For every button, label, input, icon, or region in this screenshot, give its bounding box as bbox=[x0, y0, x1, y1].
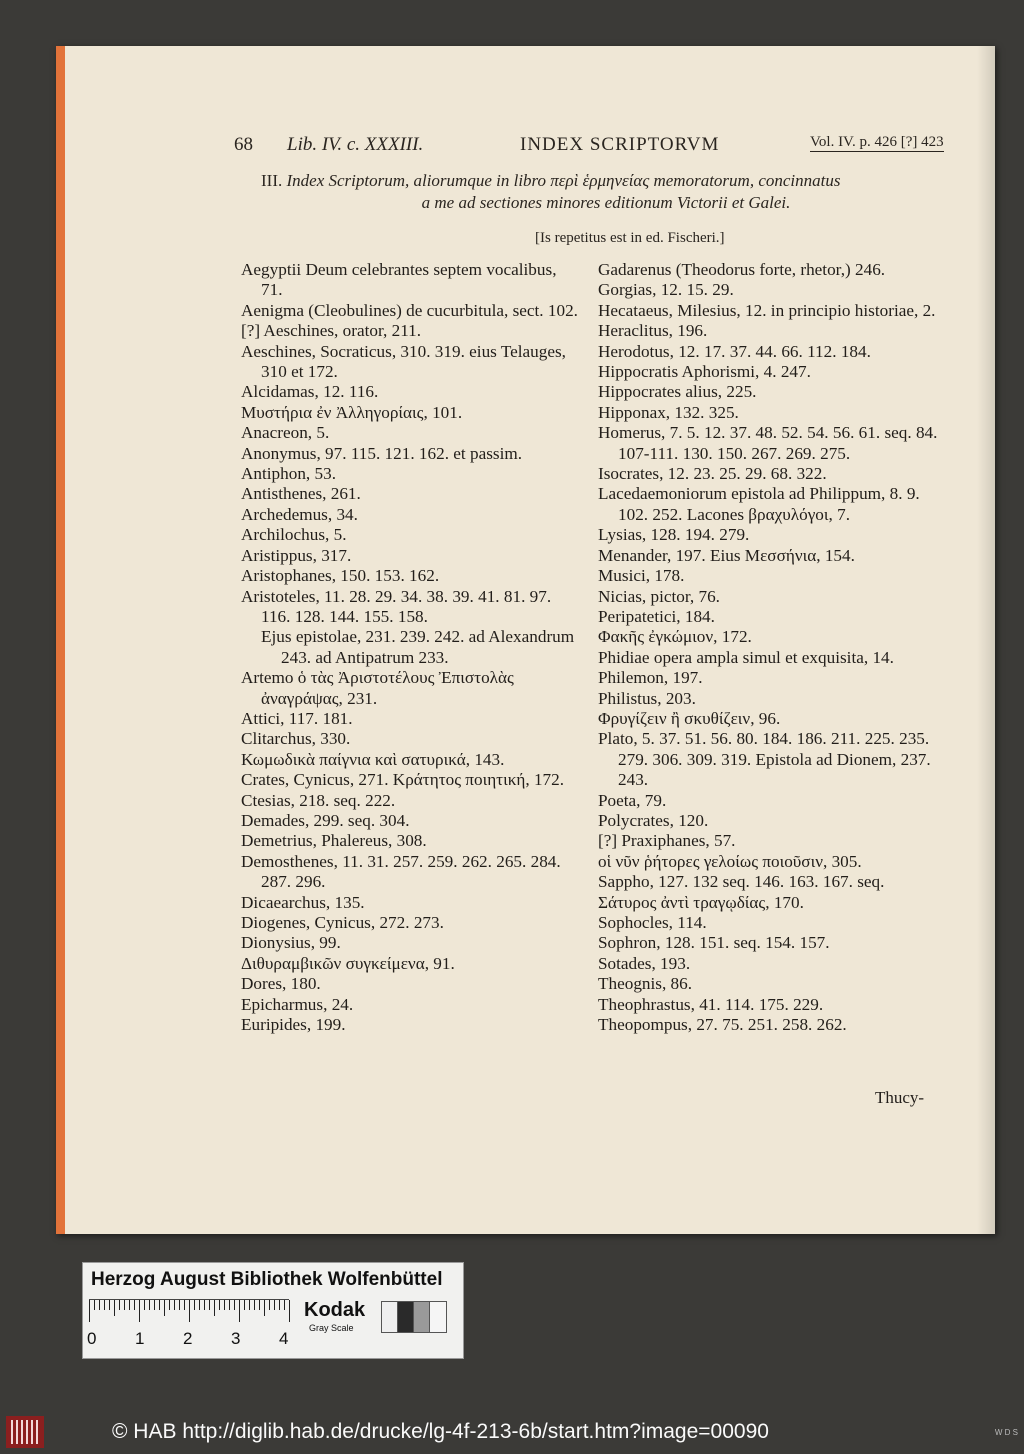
ruler-tick bbox=[244, 1300, 245, 1310]
index-entry: Theognis, 86. bbox=[598, 974, 693, 994]
index-entry: Μυστήρια ἐν Ἀλληγορίαις, 101. bbox=[241, 402, 463, 422]
index-entry: Anonymus, 97. 115. 121. 162. et passim. bbox=[241, 443, 523, 463]
ruler-tick bbox=[229, 1300, 230, 1310]
index-entry: Hippocrates alius, 225. bbox=[598, 382, 757, 402]
index-entry: Hecataeus, Milesius, 12. in principio historiae, 2. bbox=[598, 300, 936, 320]
index-entry: Artemo ὁ τὰς Ἀριστοτέλους Ἐπιστολὰς ἀναγράψας, 231. bbox=[241, 668, 514, 708]
index-entry: Demosthenes, 11. 31. 257. 259. 262. 265. 284. 287. 296. bbox=[241, 851, 561, 892]
ruler-number: 1 bbox=[135, 1329, 145, 1348]
index-entry: Demetrius, Phalereus, 308. bbox=[241, 831, 427, 851]
ruler-tick bbox=[99, 1300, 100, 1310]
index-entry: Φρυγίζειν ἢ σκυθίζειν, 96. bbox=[598, 708, 781, 728]
index-entry: Sappho, 127. 132 seq. 146. 163. 167. seq. bbox=[598, 872, 885, 892]
ruler-tick bbox=[119, 1300, 120, 1310]
index-entry: Philemon, 197. bbox=[598, 668, 703, 688]
index-entry: Sophron, 128. 151. seq. 154. 157. bbox=[598, 933, 830, 953]
index-entry: Polycrates, 120. bbox=[598, 810, 709, 830]
index-entry: Aenigma (Cleobulines) de cucurbitula, sect. 102. bbox=[241, 300, 578, 320]
ruler-tick bbox=[269, 1300, 270, 1310]
copyright-url[interactable]: © HAB http://diglib.hab.de/drucke/lg-4f-213-6b/start.htm?image=00090 bbox=[112, 1420, 769, 1443]
index-entry: Euripides, 199. bbox=[241, 1015, 346, 1035]
ruler-tick bbox=[279, 1300, 280, 1310]
index-entry: [?] Aeschines, orator, 211. bbox=[241, 321, 422, 341]
index-entry: Aristoteles, 11. 28. 29. 34. 38. 39. 41. 81. 97. 116. 128. 144. 155. 158. bbox=[241, 586, 552, 626]
library-name: Herzog August Bibliothek Wolfenbüttel bbox=[91, 1269, 443, 1290]
ruler-tick bbox=[114, 1300, 115, 1316]
index-entry: Διθυραμβικῶν συγκείμενα, 91. bbox=[241, 953, 455, 973]
ruler-tick bbox=[259, 1300, 260, 1310]
index-entry: Hippocratis Aphorismi, 4. 247. bbox=[598, 362, 811, 382]
index-entry: Ejus epistolae, 231. 239. 242. ad Alexandrum 243. ad Antipatrum 233. bbox=[261, 627, 575, 667]
ruler-tick bbox=[264, 1300, 265, 1316]
ruler-tick bbox=[184, 1300, 185, 1310]
corner-mark: W D S bbox=[994, 1428, 1018, 1437]
index-entry: Dionysius, 99. bbox=[241, 933, 341, 953]
index-entry: Clitarchus, 330. bbox=[241, 729, 351, 749]
book-reference: Lib. IV. c. XXXIII. bbox=[287, 134, 424, 155]
gray-swatch bbox=[429, 1301, 447, 1333]
index-entry: Sotades, 193. bbox=[598, 953, 691, 973]
footer-bar bbox=[0, 1414, 1024, 1454]
index-entry: Φακῆς ἐγκώμιον, 172. bbox=[598, 627, 752, 647]
index-entry: Peripatetici, 184. bbox=[598, 606, 715, 626]
ruler-tick bbox=[149, 1300, 150, 1310]
page-number: 68 bbox=[234, 134, 253, 155]
index-entry: Gadarenus (Theodorus forte, rhetor,) 246. bbox=[598, 260, 886, 279]
edition-note: [Is repetitus est in ed. Fischeri.] bbox=[535, 230, 725, 246]
section-title-line-2: a me ad sectiones minores editionum Victorii et Galei. bbox=[421, 193, 791, 212]
index-entry: Homerus, 7. 5. 12. 37. 48. 52. 54. 56. 61. seq. 84. 107-111. 130. 150. 267. 269. 275. bbox=[598, 423, 938, 463]
ruler-tick bbox=[104, 1300, 105, 1310]
index-entry: Attici, 117. 181. bbox=[241, 708, 353, 728]
index-entry: Heraclitus, 196. bbox=[598, 321, 708, 341]
ruler-tick bbox=[234, 1300, 235, 1310]
index-entry: Menander, 197. Eius Μεσσήνια, 154. bbox=[598, 545, 855, 565]
ruler-number: 4 bbox=[279, 1329, 289, 1348]
index-entry: Herodotus, 12. 17. 37. 44. 66. 112. 184. bbox=[598, 341, 871, 361]
index-entry: Nicias, pictor, 76. bbox=[598, 586, 720, 606]
index-entry: Diogenes, Cynicus, 272. 273. bbox=[241, 913, 444, 932]
ruler-tick bbox=[109, 1300, 110, 1310]
section-number: III. bbox=[261, 171, 283, 190]
index-entry: Lacedaemoniorum epistola ad Philippum, 8. 9. 102. 252. Lacones βραχυλόγοι, 7. bbox=[598, 484, 920, 524]
ruler-tick bbox=[139, 1300, 140, 1322]
index-entry: Anacreon, 5. bbox=[241, 423, 330, 443]
ruler-tick bbox=[274, 1300, 275, 1310]
ruler-tick bbox=[134, 1300, 135, 1310]
ruler-tick bbox=[89, 1300, 90, 1322]
kodak-logo: Kodak bbox=[304, 1299, 366, 1321]
index-entry: Dicaearchus, 135. bbox=[241, 892, 365, 912]
ruler-tick bbox=[154, 1300, 155, 1310]
index-entry: Aristippus, 317. bbox=[241, 545, 352, 565]
running-header bbox=[65, 134, 995, 164]
section-title-line-1: Index Scriptorum, aliorumque in libro περὶ ἑρμηνείας memoratorum, concinnatus bbox=[286, 171, 841, 190]
ruler-number: 2 bbox=[183, 1329, 193, 1348]
index-column-right bbox=[598, 260, 948, 1035]
index-entry: Hipponax, 132. 325. bbox=[598, 402, 739, 422]
ruler-tick bbox=[159, 1300, 160, 1310]
index-entry: Phidiae opera ampla simul et exquisita, 14. bbox=[598, 647, 894, 667]
index-entry: Archilochus, 5. bbox=[241, 525, 347, 545]
index-column-left bbox=[241, 260, 581, 1035]
index-entry: Philistus, 203. bbox=[598, 688, 696, 708]
index-entry: Musici, 178. bbox=[598, 566, 685, 586]
index-entry: Alcidamas, 12. 116. bbox=[241, 382, 379, 402]
ruler-tick bbox=[209, 1300, 210, 1310]
ruler-tick bbox=[129, 1300, 130, 1310]
index-entry: Κωμωδικὰ παίγνια καὶ σατυρικά, 143. bbox=[241, 749, 505, 769]
ruler-tick bbox=[224, 1300, 225, 1310]
ruler-tick bbox=[144, 1300, 145, 1310]
index-entry: Theopompus, 27. 75. 251. 258. 262. bbox=[598, 1015, 847, 1035]
book-page bbox=[56, 46, 995, 1234]
ruler-tick bbox=[164, 1300, 165, 1316]
index-entry: Dores, 180. bbox=[241, 974, 321, 994]
index-entry: Antisthenes, 261. bbox=[241, 484, 361, 504]
ruler-tick bbox=[94, 1300, 95, 1310]
ruler-tick bbox=[204, 1300, 205, 1310]
index-entry: Isocrates, 12. 23. 25. 29. 68. 322. bbox=[598, 464, 827, 484]
index-entry: Σάτυρος ἀντὶ τραγῳδίας, 170. bbox=[598, 892, 804, 912]
index-entry: Crates, Cynicus, 271. Κράτητος ποιητική, 172. bbox=[241, 770, 565, 790]
index-entry: Antiphon, 53. bbox=[241, 464, 337, 484]
running-title: INDEX SCRIPTORVM bbox=[520, 134, 720, 155]
index-entry: Theophrastus, 41. 114. 175. 229. bbox=[598, 994, 824, 1014]
ruler-tick bbox=[254, 1300, 255, 1310]
ruler-tick bbox=[199, 1300, 200, 1310]
volume-reference: Vol. IV. p. 426 [?] 423 bbox=[810, 134, 944, 150]
ruler-tick bbox=[289, 1300, 290, 1322]
index-entry: Gorgias, 12. 15. 29. bbox=[598, 280, 734, 300]
index-entry: [?] Praxiphanes, 57. bbox=[598, 831, 736, 851]
index-entry: Aristophanes, 150. 153. 162. bbox=[241, 566, 440, 586]
index-entry: Plato, 5. 37. 51. 56. 80. 184. 186. 211. 225. 235. 279. 306. 309. 319. Epistola ad Dionem, 237. 243. bbox=[598, 729, 931, 790]
ruler-tick bbox=[194, 1300, 195, 1310]
index-entry: Ctesias, 218. seq. 222. bbox=[241, 790, 396, 810]
ruler-tick bbox=[284, 1300, 285, 1310]
ruler-tick bbox=[174, 1300, 175, 1310]
ruler-tick bbox=[169, 1300, 170, 1310]
catchword: Thucy- bbox=[875, 1088, 925, 1107]
index-entry: Aeschines, Socraticus, 310. 319. eius Telauges, 310 et 172. bbox=[241, 341, 566, 382]
ruler-number: 0 bbox=[87, 1329, 97, 1348]
ruler-tick bbox=[214, 1300, 215, 1316]
index-entry: Epicharmus, 24. bbox=[241, 994, 354, 1014]
gray-scale-label: Gray Scale bbox=[309, 1323, 354, 1333]
section-title bbox=[261, 170, 951, 214]
measurement-ruler bbox=[89, 1299, 289, 1324]
index-entry: Poeta, 79. bbox=[598, 790, 667, 810]
index-entry: οἱ νῦν ῥήτορες γελοίως ποιοῦσιν, 305. bbox=[598, 851, 862, 871]
index-entry: Aegyptii Deum celebrantes septem vocalibus, 71. bbox=[241, 260, 557, 300]
ruler-tick bbox=[249, 1300, 250, 1310]
index-entry: Sophocles, 114. bbox=[598, 913, 707, 932]
ruler-tick bbox=[124, 1300, 125, 1310]
index-entry: Archedemus, 34. bbox=[241, 504, 358, 524]
index-entry: Demades, 299. seq. 304. bbox=[241, 810, 410, 830]
ruler-tick bbox=[239, 1300, 240, 1322]
index-entry: Lysias, 128. 194. 279. bbox=[598, 525, 750, 545]
hab-logo-icon bbox=[6, 1416, 44, 1448]
ruler-tick bbox=[179, 1300, 180, 1310]
ruler-number: 3 bbox=[231, 1329, 241, 1348]
ruler-tick bbox=[219, 1300, 220, 1310]
ruler-tick bbox=[189, 1300, 190, 1322]
color-calibration-card bbox=[82, 1262, 464, 1359]
